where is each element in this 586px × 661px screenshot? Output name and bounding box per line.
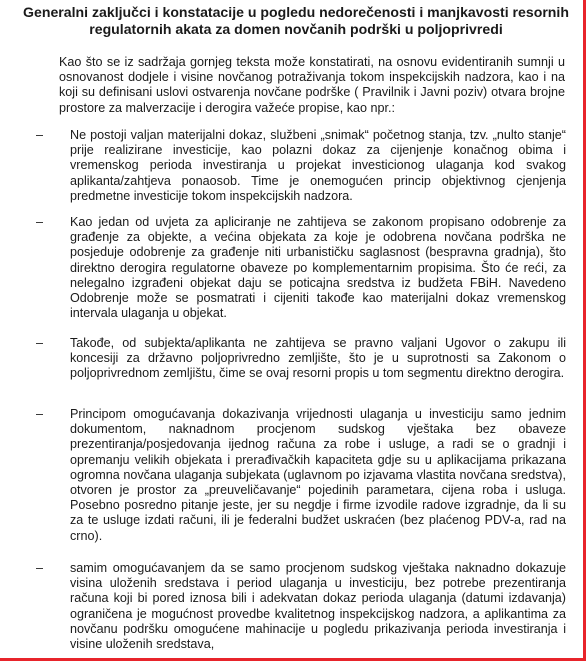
bullet-dash: –: [36, 336, 44, 350]
list-item-text: samim omogućavanjem da se samo procjenom sudskog vještaka naknadno dokazuje visina uloženih sredstava i period ulaganja u investiciju, bez potrebe prezentiranja računa koji bi pored iznosa bili i adekvatan dokaz perioda ulaganja (datumi izdavanja) ograničena je mogućnost provedbe kvalitetnog inspekcijskog nadzora, a aplikantima za novčanu podršku omogućene mahinacije u pogledu prikazivanja perioda investiranja i visine uloženih sredstava,: [70, 561, 566, 652]
list-item-text: Principom omogućavanja dokazivanja vrijednosti ulaganja u investiciju samo jednim dokumentom, naknadnom procjenom sudskog vještaka bez obaveze prezentiranja/posjedovanja ijednog računa za robe i usluge, a radi se o gradnji i opremanju velikih objekata i prerađivačkih kapaciteta gdje su u aplikacijama prikazana ogromna novčana ulaganja subjekata (uglavnom po izjavama vlastita novčana sredstva), otvoren je prostor za „preuveličavanje“ pojedinih parametara, cijena roba i usluga. Posebno posredno pitanje jeste, jer su negdje i firme izvodile radove izgradnje, da li su za te usluge izdati računi, ili je federalni budžet uskraćen (bez plaćenog PDV-a, rad na crno).: [70, 407, 566, 543]
intro-paragraph: Kao što se iz sadržaja gornjeg teksta može konstatirati, na osnovu evidentiranih sumnji u osnovanost dodjele i visine novčanog potraživanja tokom inspekcijskih nadzora, kao i na koji su definisani uslovi ostvarenja novčane podrške ( Pravilnik i Javni poziv) otvara brojne prostore za malverzacije i derogira važeće propise, kao npr.:: [59, 55, 565, 115]
list-item-text: Ne postoji valjan materijalni dokaz, službeni „snimak“ početnog stanja, tzv. „nulto stanje“ prije realizirane investicije, kao polazni dokaz za cijenjenje konačnog obima i vremenskog perioda investiranja u projekat investicionog ulaganja kod svakog aplikanta/zahtjeva ponaosob. Time je onemogućen princip objektivnog cjenjenja predmetne investicije tokom inspekcijskih nadzora.: [70, 128, 566, 203]
list-item-text: Takođe, od subjekta/aplikanta ne zahtijeva se pravno valjani Ugovor o zakupu ili koncesiji za državno poljoprivredno zemljište, što je u suprotnosti sa Zakonom o poljoprivrednom zemljištu, čime se ovaj resorni propis u tom segmentu direktno derogira.: [70, 336, 566, 381]
document-title: Generalni zaključci i konstatacije u pogledu nedorečenosti i manjkavosti resornih regulatornih akata za domen novčanih podrški u poljoprivredi: [23, 4, 569, 37]
list-item-text: Kao jedan od uvjeta za apliciranje ne zahtijeva se zakonom propisano odobrenje za građenje za objekte, a većina objekata za koje je odobrena novčana podrška ne posjeduje odobrenje za građenje niti urbanističku saglasnost (bespravna gradnja), što direktno derogira regulatorne obaveze po komplementarnim propisima. Što će reći, za nelegalno izgrađeni objekat daju se poticajna sredstva iz budžeta FBiH. Navedeno Odobrenje može se posmatrati i cijeniti takođe kao materijalni dokaz vremenskog intervala ulaganja u objekat.: [70, 215, 566, 321]
bullet-dash: –: [36, 215, 44, 229]
bullet-dash: –: [36, 561, 44, 575]
bullet-dash: –: [36, 128, 44, 142]
bullet-dash: –: [36, 407, 44, 421]
